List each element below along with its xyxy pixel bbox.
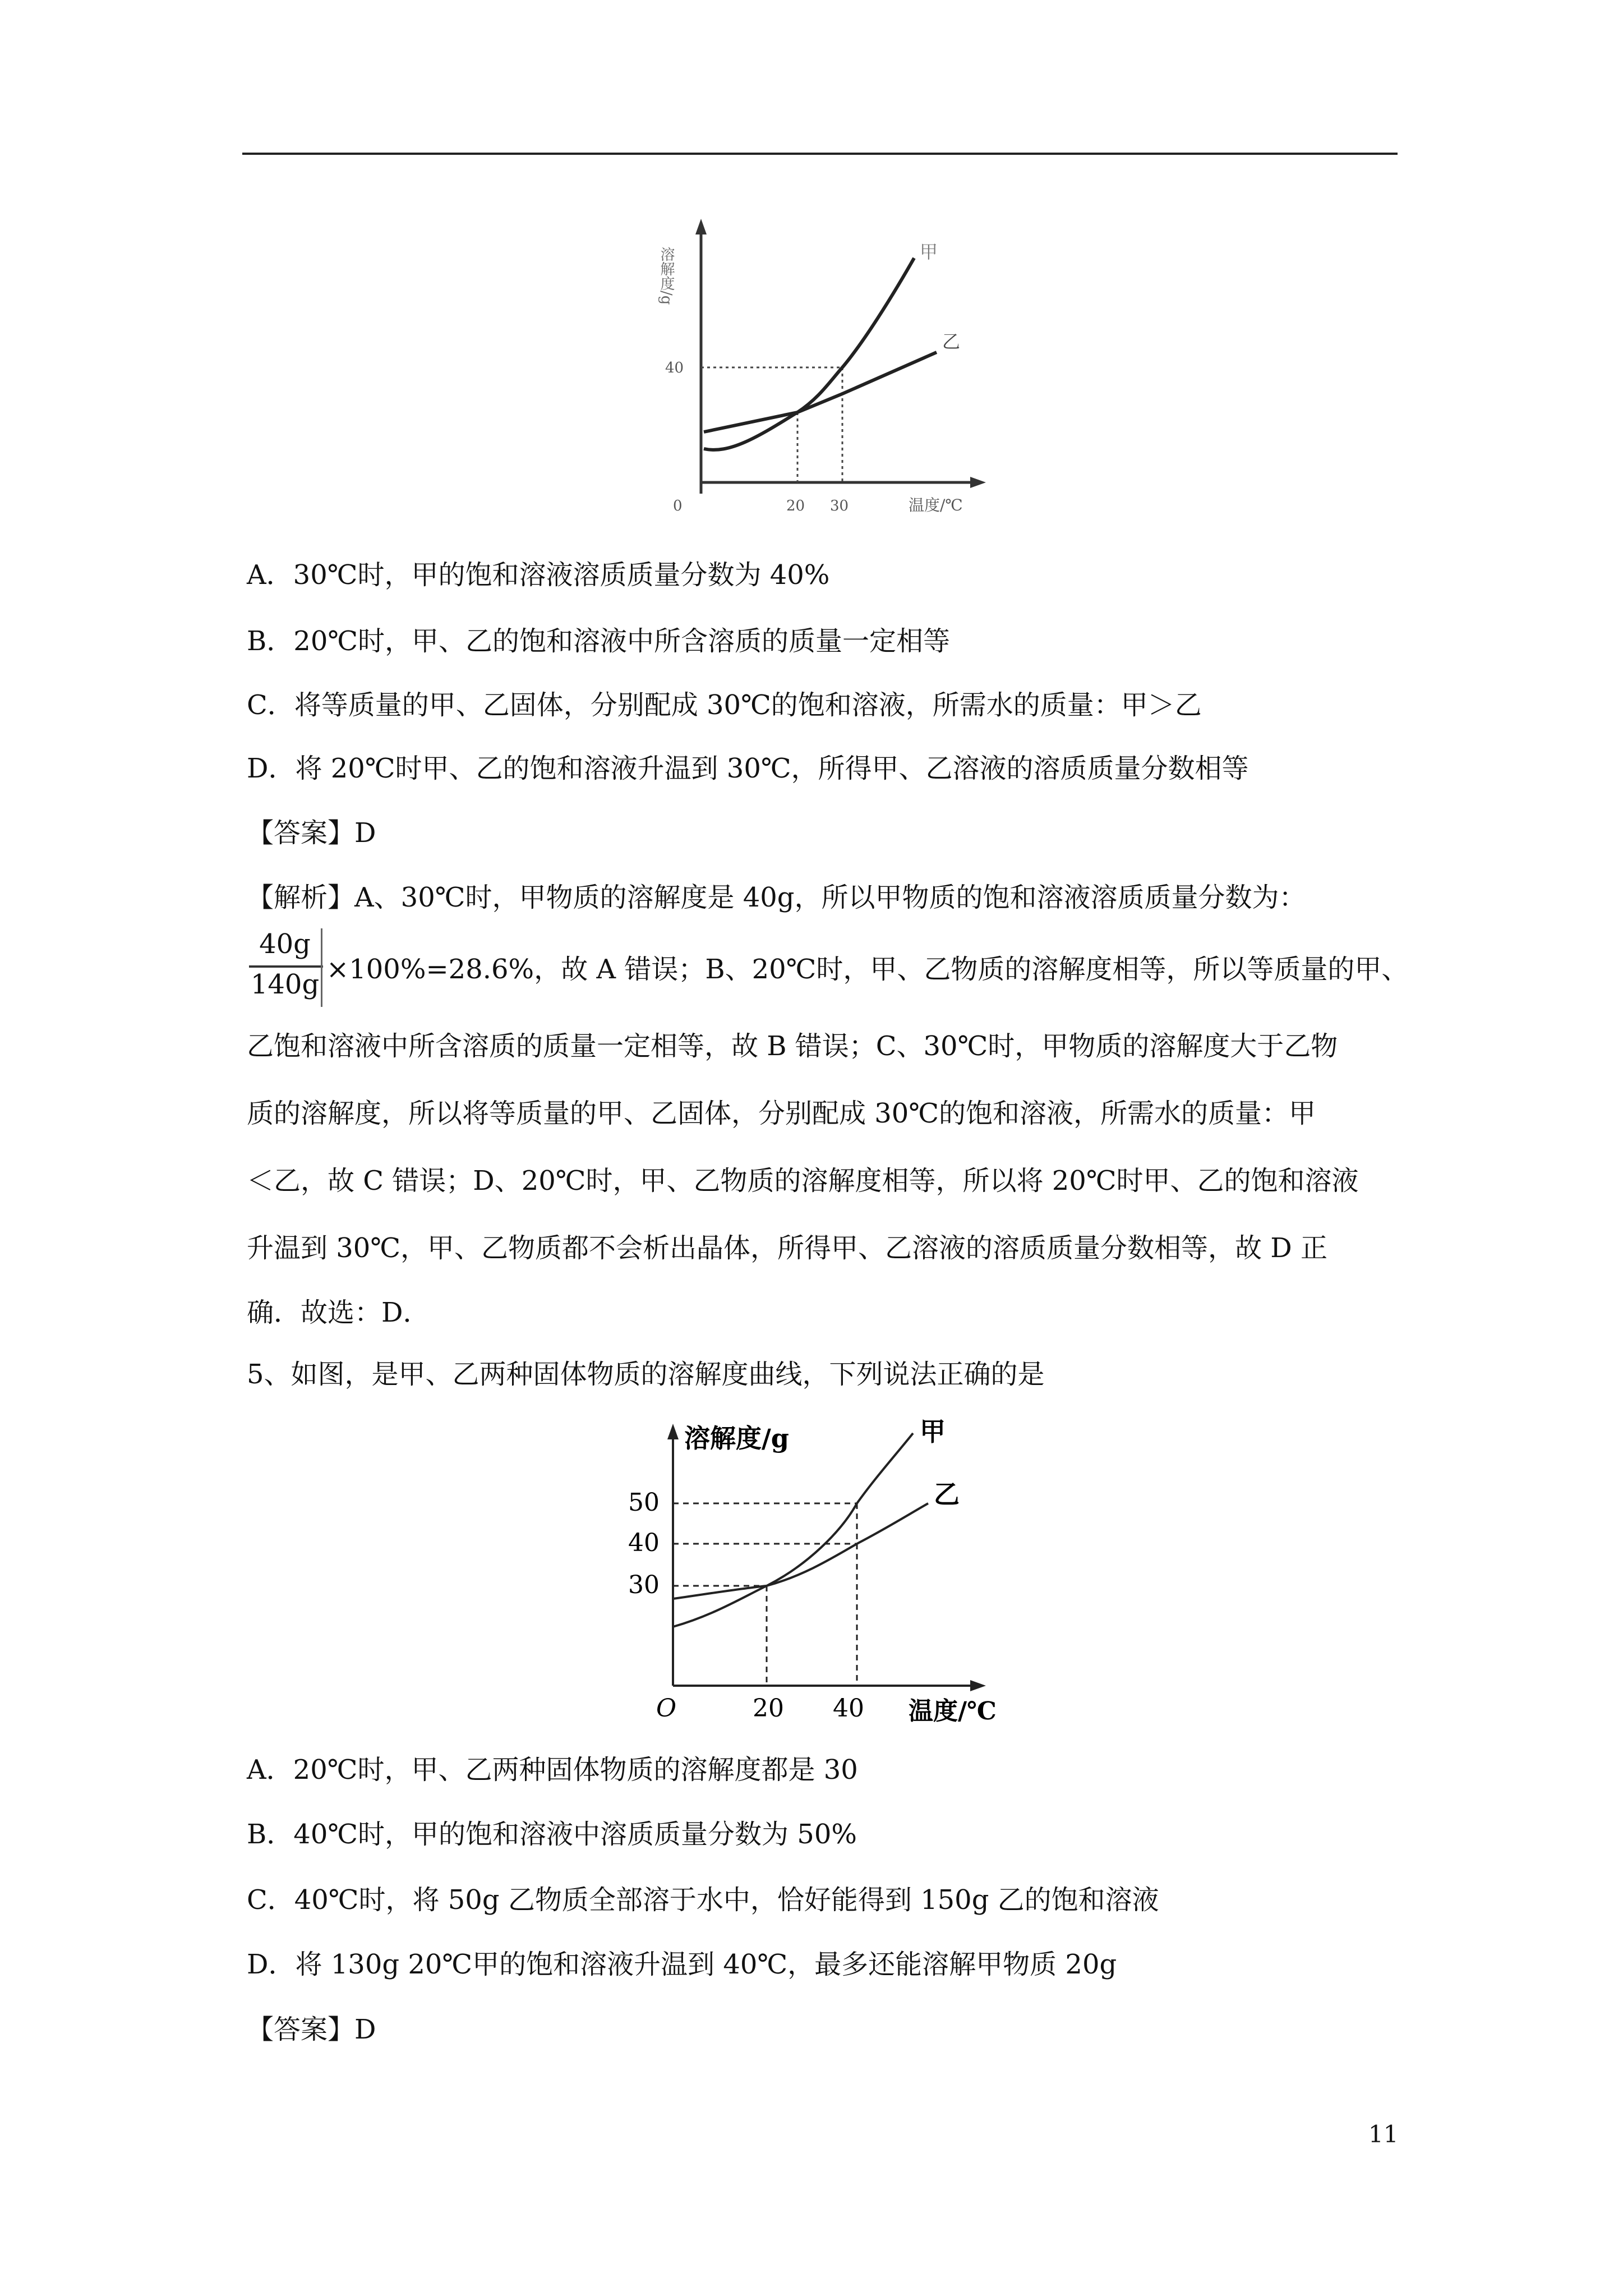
page-number: 11: [1368, 2120, 1399, 2148]
x-axis-arrow: [970, 477, 986, 488]
q4-analysis-line5: ＜乙，故 C 错误；D、20℃时，甲、乙物质的溶解度相等，所以将 20℃时甲、乙的饱和溶液: [247, 1165, 1359, 1197]
x-tick-label: 20: [753, 1694, 784, 1723]
y-axis-label: 溶解度/g: [658, 247, 675, 305]
q5-option-c: C．40℃时，将 50g 乙物质全部溶于水中，恰好能得到 150g 乙的饱和溶液: [247, 1884, 1159, 1916]
q4-analysis-line4: 质的溶解度，所以将等质量的甲、乙固体，分别配成 30℃的饱和溶液，所需水的质量：甲: [247, 1098, 1316, 1129]
y-tick-label: 40: [665, 360, 684, 376]
header-rule: [242, 153, 1398, 155]
series-jia-label: 甲: [920, 241, 938, 263]
y-axis-arrow: [667, 1424, 679, 1439]
q4-answer: 【答案】D: [247, 817, 376, 849]
q5-answer: 【答案】D: [247, 2014, 376, 2045]
x-axis-label: 温度/℃: [909, 1697, 997, 1726]
q5-stem: 5、如图，是甲、乙两种固体物质的溶解度曲线，下列说法正确的是: [247, 1359, 1045, 1390]
q4-analysis-line3: 乙饱和溶液中所含溶质的质量一定相等，故 B 错误；C、30℃时，甲物质的溶解度大于乙物: [247, 1030, 1338, 1062]
fraction: [247, 928, 325, 1007]
fraction-denominator: 140g: [250, 969, 320, 1000]
series-jia-curve: [704, 258, 914, 450]
q4-analysis-line6: 升温到 30℃，甲、乙物质都不会析出晶体，所得甲、乙溶液的溶质质量分数相等，故 D 正: [247, 1232, 1328, 1264]
x-tick-label: 40: [833, 1694, 864, 1723]
series-jia-label: 甲: [920, 1416, 946, 1447]
x-axis-label: 温度/℃: [909, 496, 963, 514]
y-axis-label: 溶解度/g: [684, 1423, 789, 1453]
fraction-numerator: 40g: [259, 928, 311, 960]
q5-option-a: A．20℃时，甲、乙两种固体物质的溶解度都是 30: [247, 1754, 858, 1786]
q4-analysis-line1: 【解析】A、30℃时，甲物质的溶解度是 40g，所以甲物质的饱和溶液溶质质量分数为：: [247, 882, 1306, 913]
x-tick-label: 30: [830, 498, 849, 514]
x-tick-label: 20: [786, 498, 805, 514]
y-tick-label: 50: [628, 1488, 660, 1517]
q4-option-a: A．30℃时，甲的饱和溶液溶质质量分数为 40%: [247, 559, 830, 591]
series-yi-label: 乙: [942, 331, 961, 352]
y-axis-arrow: [695, 219, 707, 234]
q5-option-b: B．40℃时，甲的饱和溶液中溶质质量分数为 50%: [247, 1819, 857, 1850]
q4-option-d: D．将 20℃时甲、乙的饱和溶液升温到 30℃，所得甲、乙溶液的溶质质量分数相等: [247, 753, 1249, 784]
solubility-chart-2: [606, 1414, 1043, 1728]
q4-analysis-line7: 确．故选：D．: [247, 1297, 430, 1328]
q4-option-b: B．20℃时，甲、乙的饱和溶液中所含溶质的质量一定相等: [247, 625, 951, 657]
origin-label: O: [656, 1694, 677, 1723]
q5-option-d: D．将 130g 20℃甲的饱和溶液升温到 40℃，最多还能溶解甲物质 20g: [247, 1949, 1117, 1980]
q4-option-c: C．将等质量的甲、乙固体，分别配成 30℃的饱和溶液，所需水的质量：甲＞乙: [247, 689, 1202, 721]
series-yi-label: 乙: [934, 1479, 960, 1510]
x-axis-arrow: [970, 1680, 986, 1691]
series-yi-curve: [673, 1503, 928, 1599]
fraction-bar: [249, 965, 323, 968]
solubility-chart-1: [639, 213, 998, 527]
y-tick-label: 30: [628, 1571, 660, 1599]
q4-analysis-line2: ×100%=28.6%，故 A 错误；B、20℃时，甲、乙物质的溶解度相等，所以等质量的甲、: [326, 954, 1409, 985]
origin-label: 0: [673, 498, 683, 514]
fraction-border: [321, 928, 322, 1007]
series-jia-curve: [673, 1433, 913, 1627]
y-tick-label: 40: [628, 1529, 660, 1557]
